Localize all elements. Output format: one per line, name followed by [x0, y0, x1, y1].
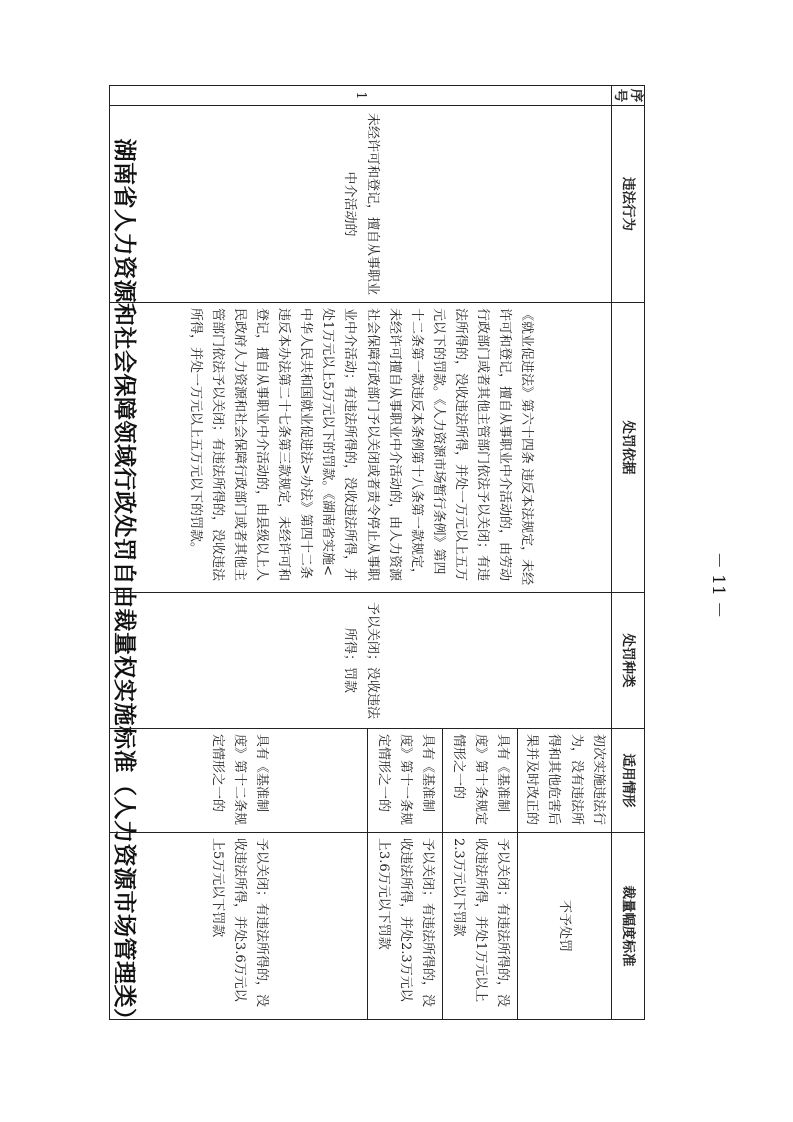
header-seq: 序号	[611, 86, 644, 106]
standard-cell: 予以关闭；有违法所得的，没收违法所得，并处3.6万元以上5万元以下罚款	[110, 833, 368, 1020]
penalty-standard-table	[109, 85, 645, 1020]
violation-act: 未经许可和登记，擅自从事职业中介活动的	[110, 106, 611, 303]
table-header-row	[611, 86, 644, 1020]
situation-cell: 具有《基准制度》第十一条规定情形之一的	[368, 729, 443, 833]
penalty-type: 予以关闭；没收违法所得；罚款	[110, 593, 611, 729]
situation-cell: 具有《基准制度》第十条规定情形之一的	[443, 729, 518, 833]
header-situation: 适用情形	[611, 729, 644, 833]
page-number: － 11 －	[708, 551, 728, 619]
standard-cell: 不予处罚	[518, 833, 611, 1020]
header-type: 处罚种类	[611, 593, 644, 729]
situation-cell: 具有《基准制度》第十二条规定情形之一的	[110, 729, 368, 833]
document-title: 湖南省人力资源和社会保障领域行政处罚自由裁量权实施标准（人力资源市场管理类）	[111, 138, 137, 1032]
header-basis: 处罚依据	[611, 303, 644, 593]
row-seq: 1	[110, 86, 611, 106]
standard-cell: 予以关闭；有违法所得的，没收违法所得，并处1万元以上2.3万元以下罚款	[443, 833, 518, 1020]
situation-cell: 初次实施违法行为，没有违法所得和其他危害后果并及时改正的	[518, 729, 611, 833]
header-standard: 裁量幅度标准	[611, 833, 644, 1020]
penalty-basis: 《就业促进法》第六十四条 违反本法规定，未经许可和登记，擅自从事职业中介活动的，由劳动行政部门或者其他主管部门依法予以关闭；有违法所得的，没收违法所得，并处一万元以上五万元以下的罚款。《人力资源市场暂行条例》第四十二条第一款违反本条例第十八条第一款规定，未经许可擅自从事职业中介活动的，由人力资源社会保障行政部门予以关闭或者责令停止从事职业中介活动；有违法所得的，没收违法所得，并处1万元以上5万元以下的罚款。《湖南省实施<中华人民共和国就业促进法>办法》第四十二条 违反本办法第二十七条第三款规定，未经许可和登记，擅自从事职业中介活动的，由县级以上人民政府人力资源和社会保障行政部门或者其他主管部门依法予以关闭；有违法所得的，没收违法所得，并处一万元以上五万元以下的罚款。	[110, 303, 611, 593]
header-act: 违法行为	[611, 106, 644, 303]
standard-cell: 予以关闭；有违法所得的，没收违法所得，并处2.3万元以上3.6万元以下罚款	[368, 833, 443, 1020]
table-row	[518, 86, 611, 1020]
